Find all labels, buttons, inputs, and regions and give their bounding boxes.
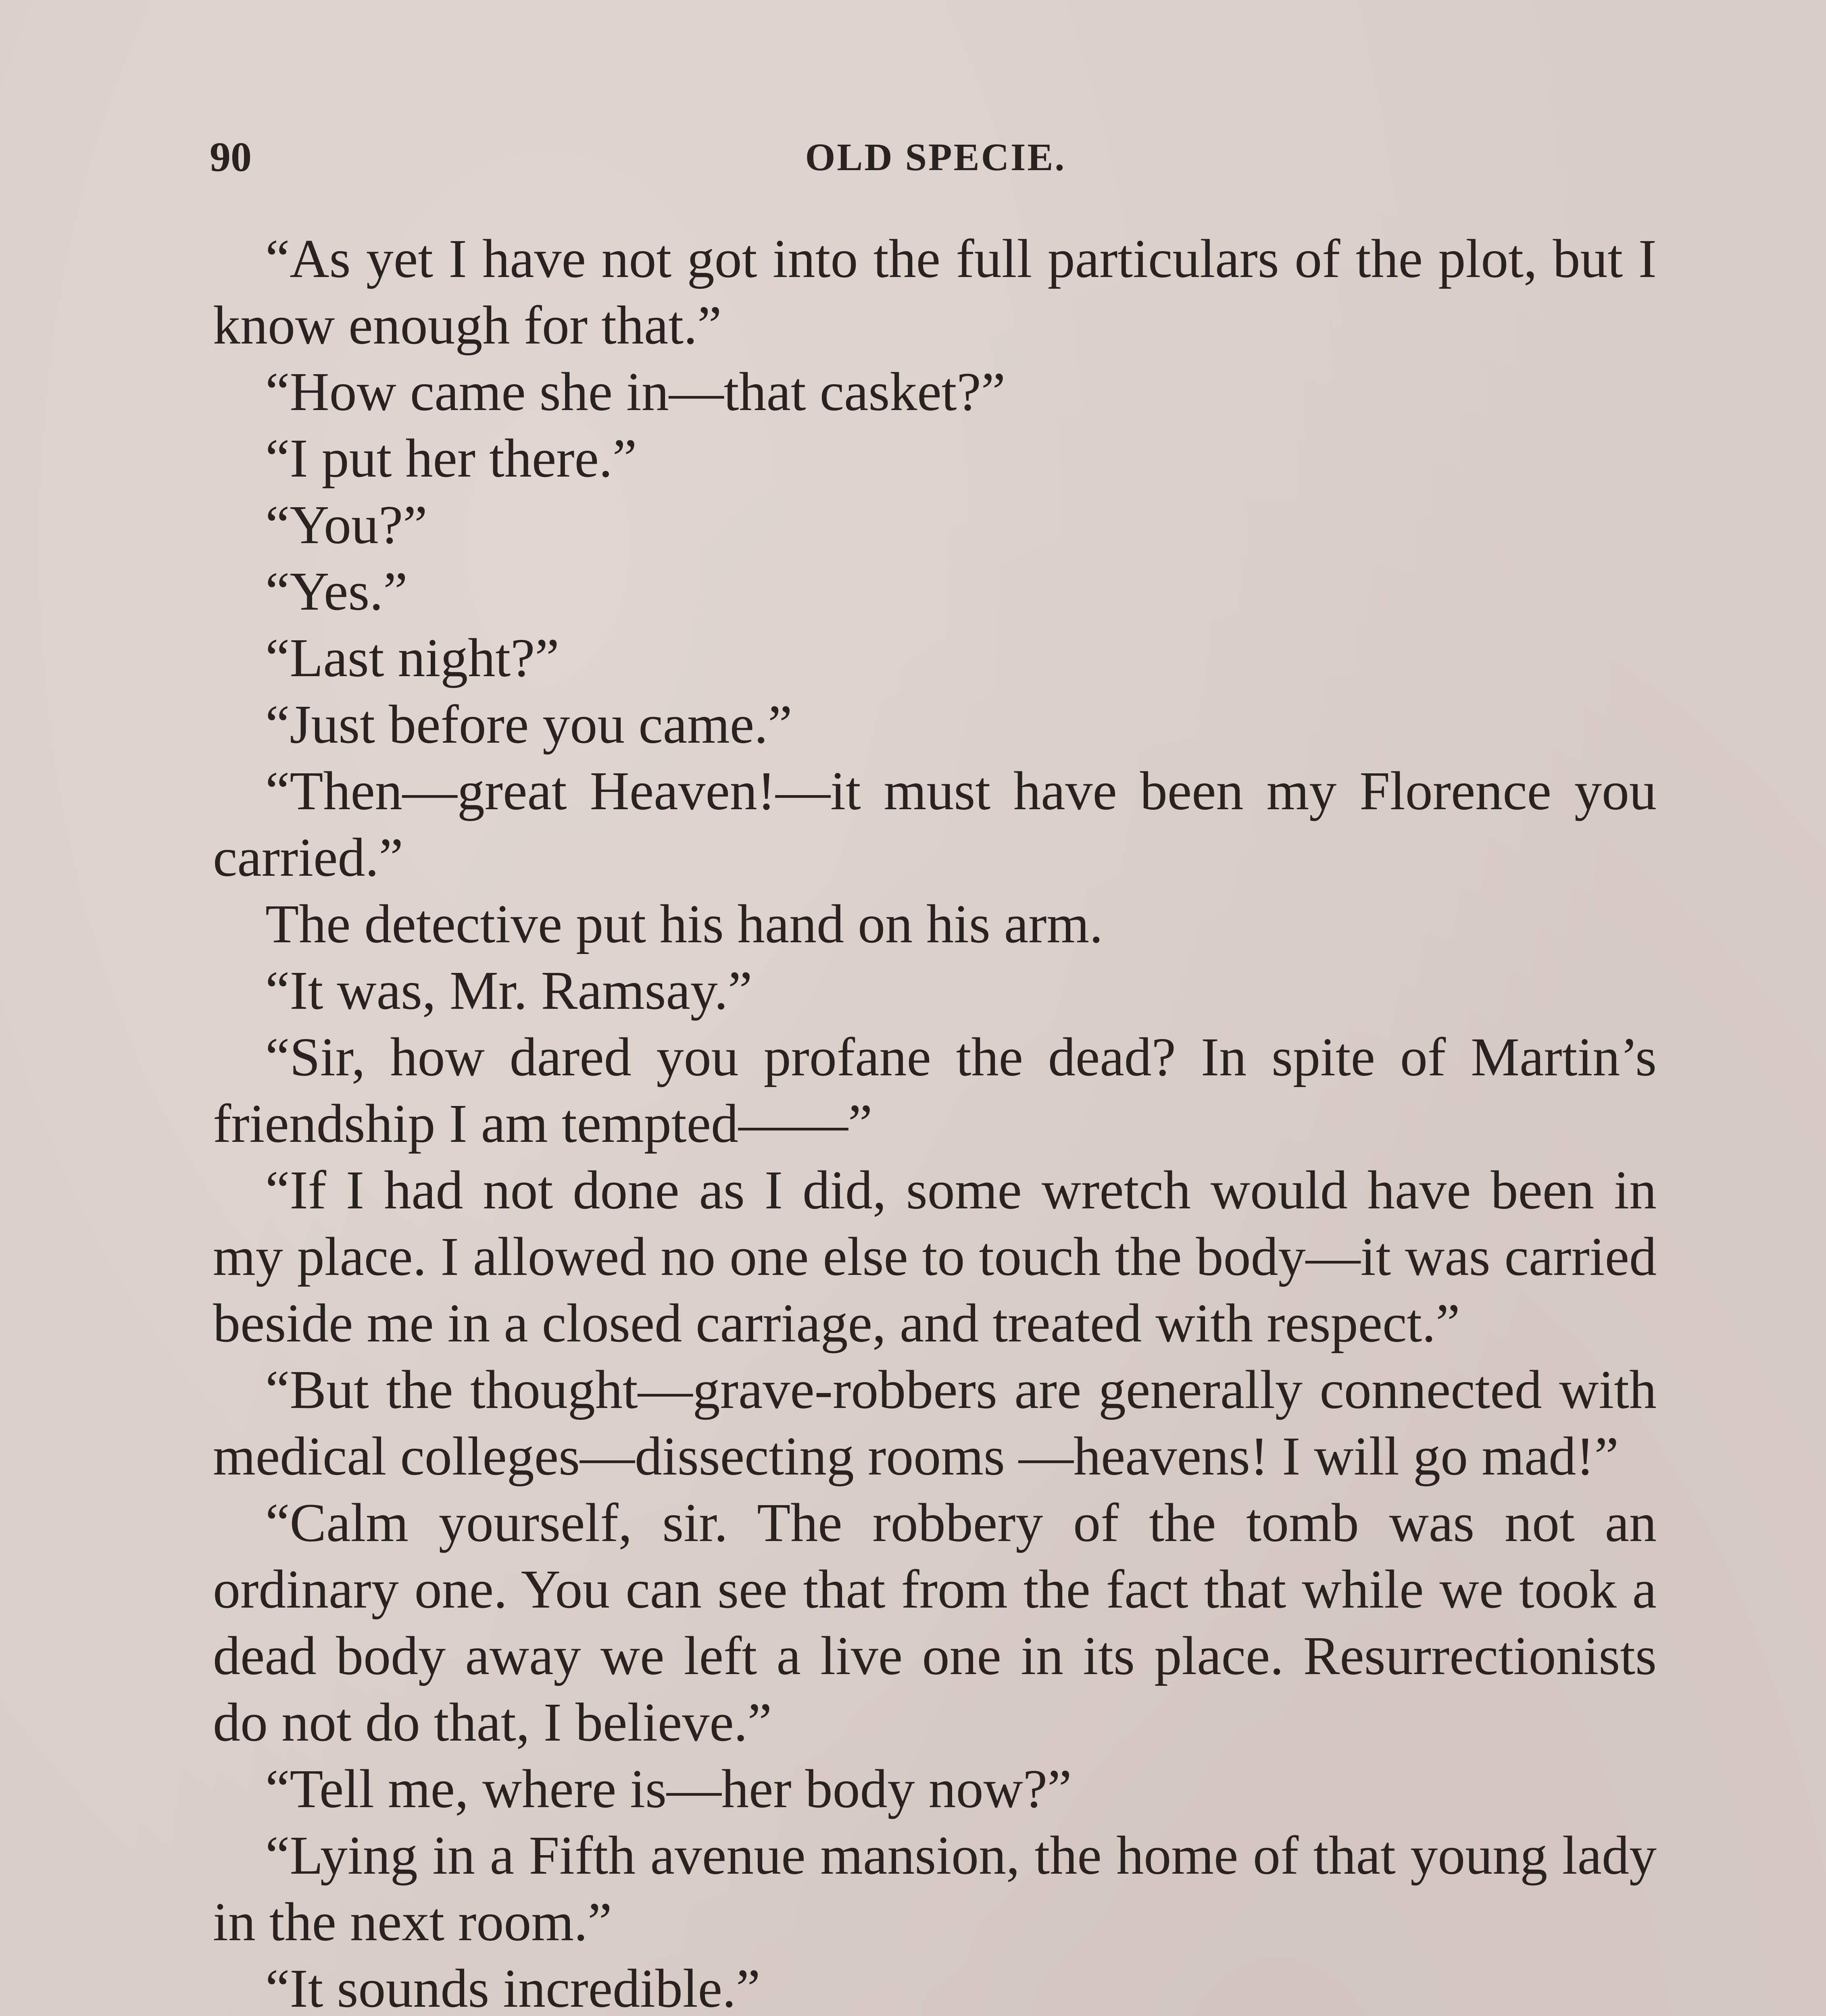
paragraph-4: “You?”: [265, 495, 427, 555]
paragraph-17: “It sounds incredible.”: [265, 1958, 761, 2016]
paragraph-9: The detective put his hand on his arm.: [265, 894, 1103, 954]
paragraph-15: “Tell me, where is—her body now?”: [265, 1759, 1072, 1819]
paragraph-16: “Lying in a Fifth avenue mansion, the home of that young lady in the next room.”: [213, 1825, 1657, 1952]
paragraph-11: “Sir, how dared you profane the dead? In spite of Martin’s friendship I am tempted——”: [213, 1027, 1657, 1154]
page-header: [210, 129, 1661, 185]
body-text: [213, 226, 1657, 2016]
page-number: 90: [210, 134, 252, 180]
paragraph-6: “Last night?”: [265, 628, 559, 688]
paragraph-5: “Yes.”: [265, 561, 408, 622]
paragraph-10: “It was, Mr. Ramsay.”: [265, 960, 752, 1021]
paragraph-8: “Then—great Heaven!—it must have been my Florence you carried.”: [213, 761, 1657, 888]
paragraph-3: “I put her there.”: [265, 428, 637, 489]
paragraph-2: “How came she in—that casket?”: [265, 362, 1006, 422]
paragraph-14: “Calm yourself, sir. The robbery of the tomb was not an ordinary one. You can see that from the fact that while we took a dead body away we left a live one in its place. Resurrectionists do not do that, I believe.”: [213, 1493, 1657, 1753]
running-title: OLD SPECIE.: [805, 135, 1066, 179]
paragraph-7: “Just before you came.”: [265, 694, 792, 755]
paragraph-1: “As yet I have not got into the full particulars of the plot, but I know enough for that.”: [213, 229, 1657, 356]
paragraph-13: “But the thought—grave-robbers are generally connected with medical colleges—dissecting rooms —heavens! I will go mad!”: [213, 1360, 1657, 1487]
paragraph-12: “If I had not done as I did, some wretch would have been in my place. I allowed no one else to touch the body—it was carried beside me in a closed carriage, and treated with respect.”: [213, 1160, 1657, 1354]
